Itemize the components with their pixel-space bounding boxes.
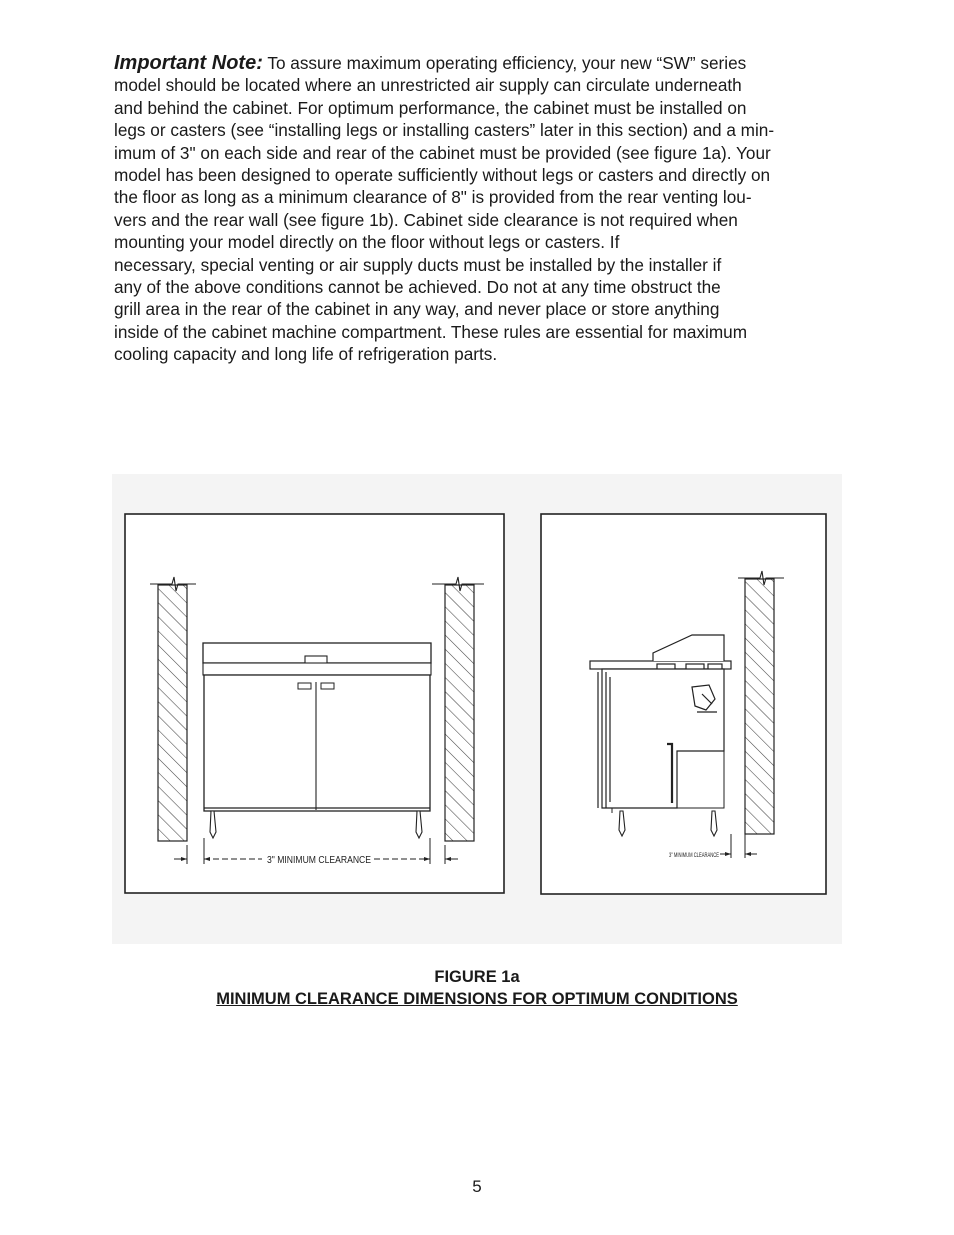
note-line-11: any of the above conditions cannot be achieved. Do not at any time obstruct the xyxy=(114,277,721,298)
note-line-10: necessary, special venting or air supply ducts must be installed by the installer if xyxy=(114,254,722,275)
note-line-1 xyxy=(114,52,844,74)
note-line-7: the floor as long as a minimum clearance of 8" is provided from the rear venting lou- xyxy=(114,187,752,208)
note-line-1-text: To assure maximum operating efficiency, your new “SW” series xyxy=(262,53,747,73)
page-number: 5 xyxy=(472,1177,482,1196)
clearance-figure-svg xyxy=(112,472,842,948)
important-note-paragraph xyxy=(114,52,844,366)
important-note-heading: Important Note: xyxy=(114,52,263,74)
note-line-14: cooling capacity and long life of refrigeration parts. xyxy=(114,344,498,365)
side-clearance-label: 3" MINIMUM CLEARANCE xyxy=(669,853,719,859)
clearance-figure xyxy=(112,472,842,948)
figure-caption xyxy=(0,966,954,1010)
note-line-9: mounting your model directly on the floor without legs or casters. If xyxy=(114,232,620,253)
note-line-8: vers and the rear wall (see figure 1b). Cabinet side clearance is not required when xyxy=(114,209,738,230)
note-line-13: inside of the cabinet machine compartment. These rules are essential for maximum xyxy=(114,321,748,342)
figure-subtitle: MINIMUM CLEARANCE DIMENSIONS FOR OPTIMUM CONDITIONS xyxy=(216,990,738,1008)
note-line-4: legs or casters (see “installing legs or installing casters” later in this section) and a min- xyxy=(114,120,775,141)
side-view xyxy=(541,514,826,894)
front-clearance-label: 3" MINIMUM CLEARANCE xyxy=(267,854,371,866)
note-line-3: and behind the cabinet. For optimum performance, the cabinet must be installed on xyxy=(114,97,747,118)
front-view xyxy=(125,514,504,893)
note-line-6: model has been designed to operate sufficiently without legs or casters and directly on xyxy=(114,165,771,186)
figure-title: FIGURE 1a xyxy=(434,968,520,986)
note-line-5: imum of 3" on each side and rear of the cabinet must be provided (see figure 1a). Your xyxy=(114,142,771,163)
cabinet-front xyxy=(203,643,431,838)
note-line-2: model should be located where an unrestricted air supply can circulate underneath xyxy=(114,75,742,96)
note-line-12: grill area in the rear of the cabinet in any way, and never place or store anything xyxy=(114,299,720,320)
